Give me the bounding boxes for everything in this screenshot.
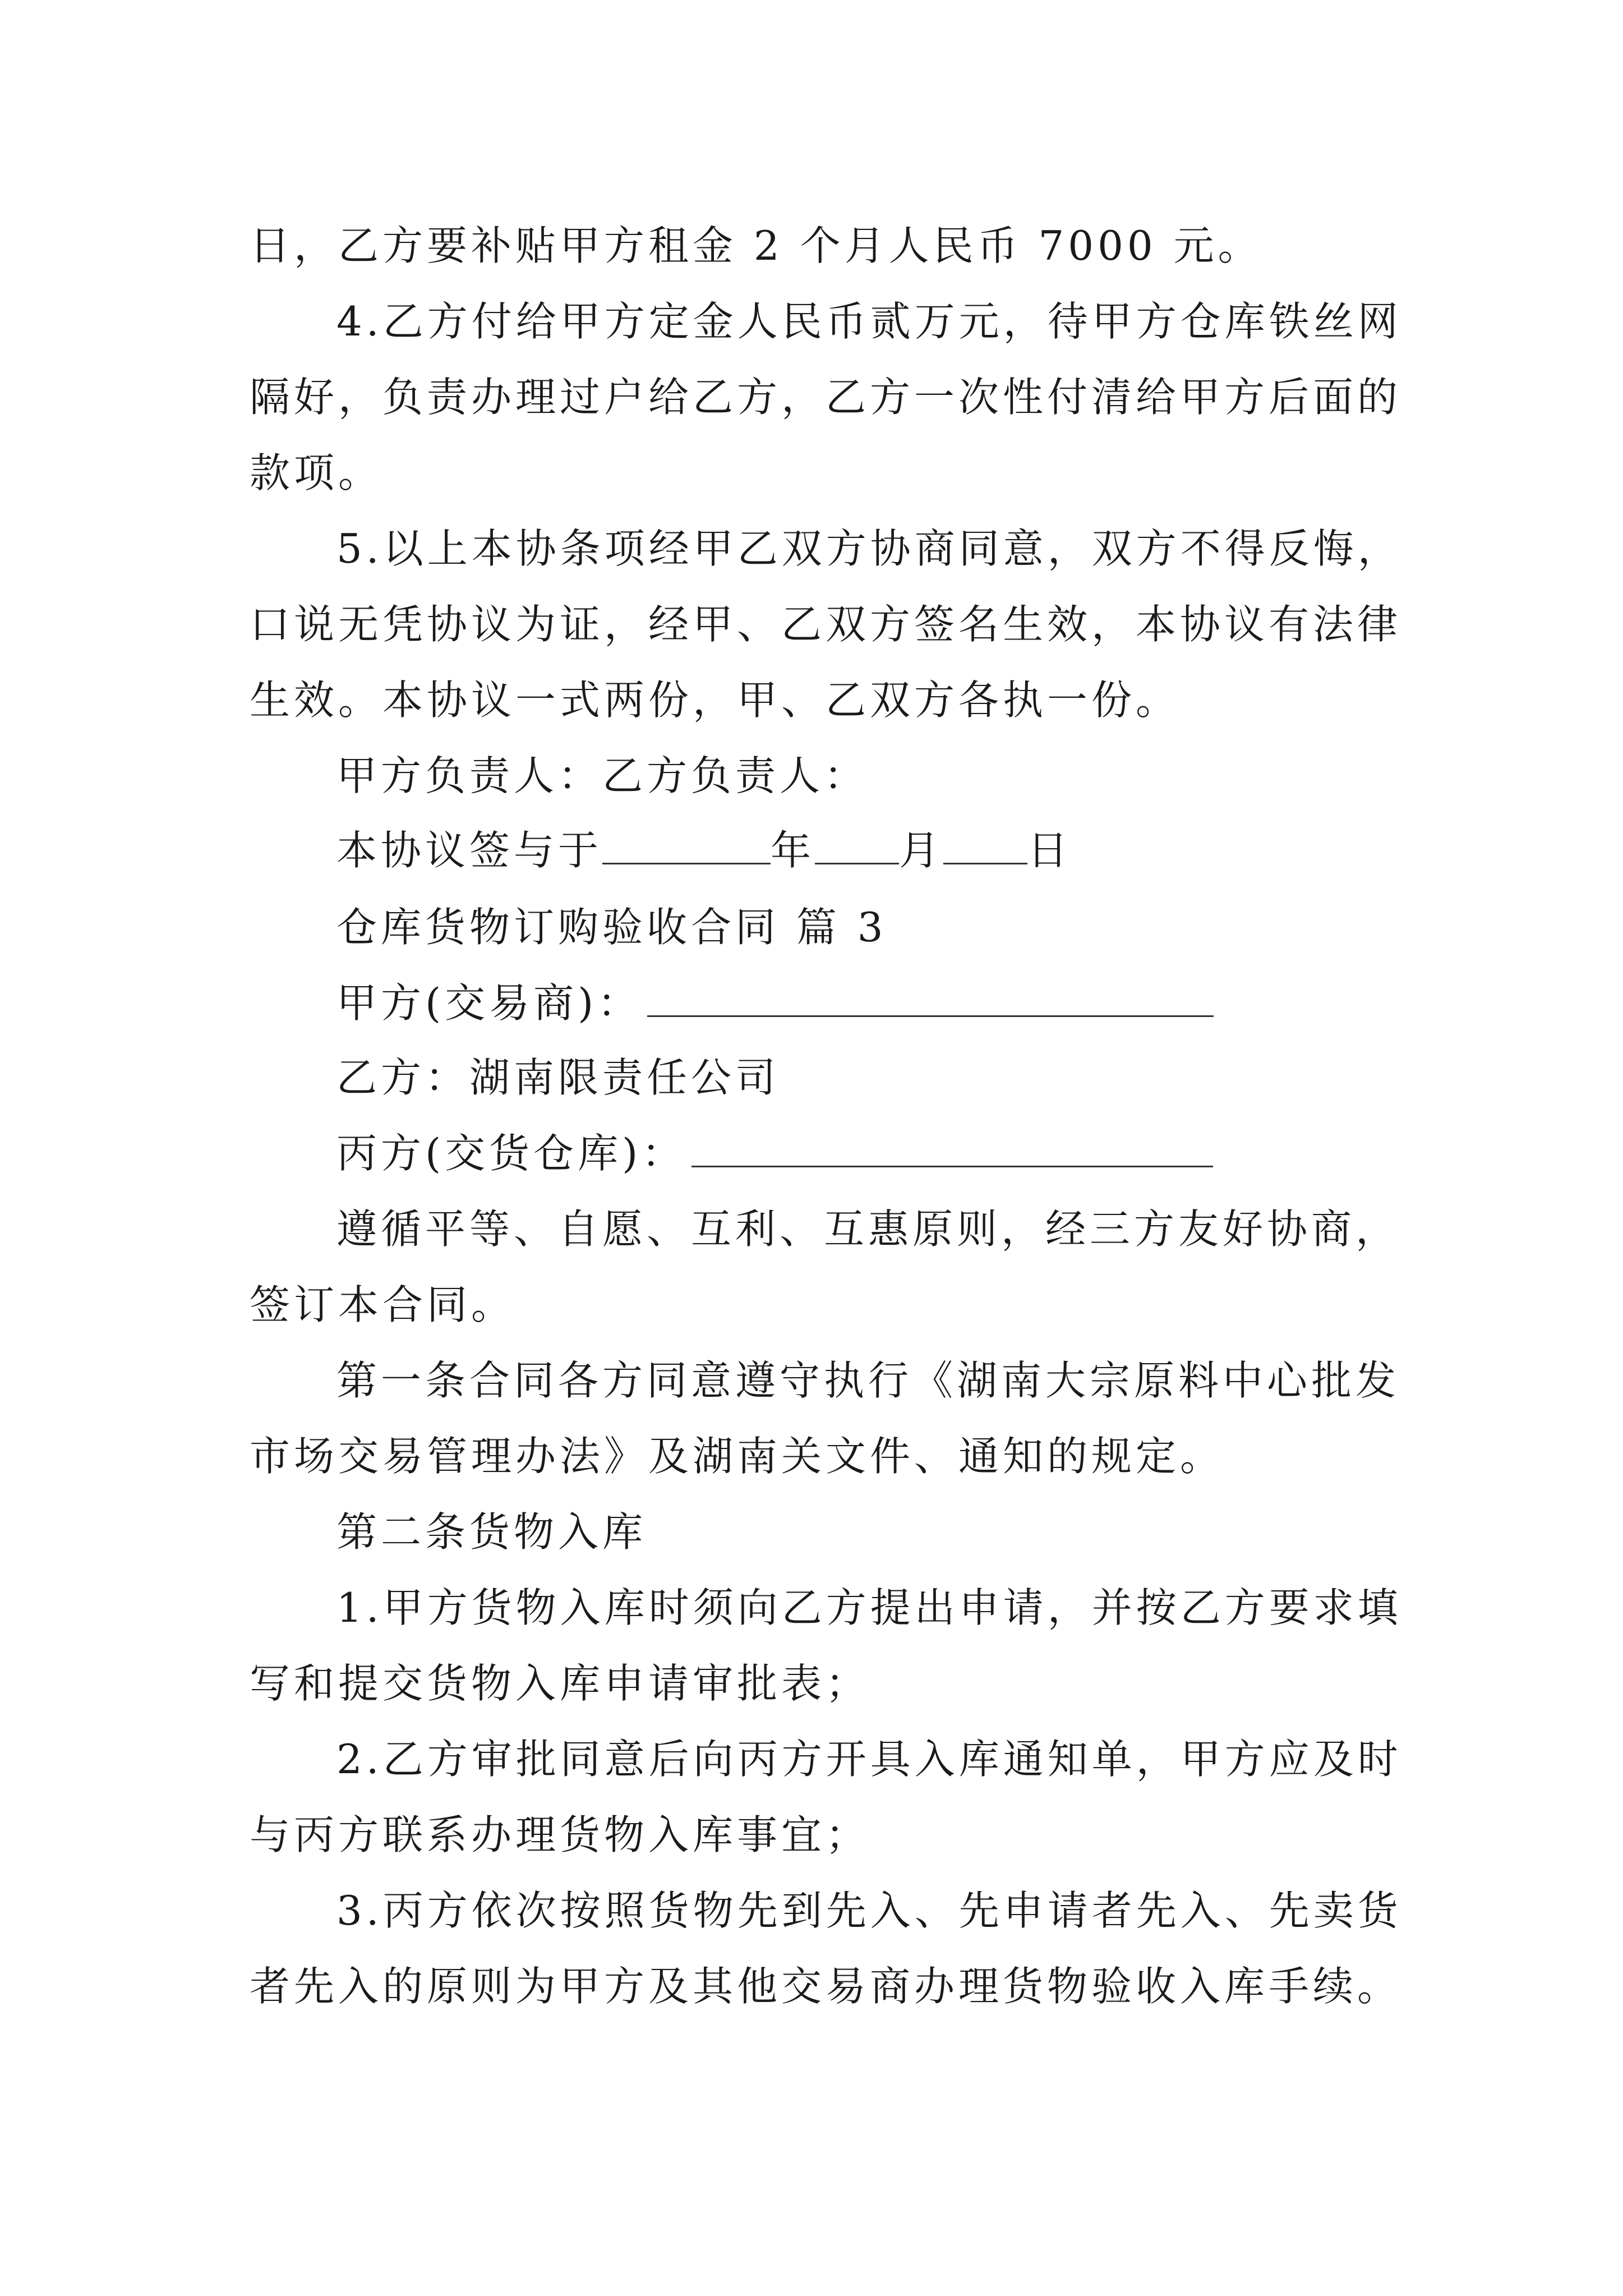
- signing-date-label: 本协议签与于: [336, 827, 603, 874]
- paragraph-line: 生效。本协议一式两份，甲、乙双方各执一份。: [250, 677, 1181, 724]
- party-c-line: [336, 1126, 1213, 1180]
- party-a-line: [336, 976, 1214, 1030]
- paragraph-line: 隔好，负责办理过户给乙方，乙方一次性付清给甲方后面的: [250, 374, 1402, 421]
- signatories-line: 甲方负责人：乙方负责人：: [336, 752, 869, 799]
- party-a-blank: [647, 981, 1214, 1017]
- paragraph-line: 款项。: [250, 449, 383, 496]
- party-a-label: 甲方(交易商)：: [336, 979, 642, 1027]
- paragraph-line: 签订本合同。: [250, 1281, 516, 1328]
- paragraph-line: 2.乙方审批同意后向丙方开具入库通知单，甲方应及时: [336, 1736, 1402, 1783]
- paragraph-line: 口说无凭协议为证，经甲、乙双方签名生效，本协议有法律: [250, 601, 1402, 648]
- signing-date-line: [336, 823, 1072, 877]
- paragraph-line: 与丙方联系办理货物入库事宜；: [250, 1811, 870, 1858]
- paragraph-line: 者先入的原则为甲方及其他交易商办理货物验收入库手续。: [250, 1963, 1402, 2010]
- paragraph-line: 3.丙方依次按照货物先到先入、先申请者先入、先卖货: [336, 1887, 1402, 1934]
- paragraph-line: 日，乙方要补贴甲方租金 2 个月人民币 7000 元。: [250, 222, 1262, 269]
- party-b-line: 乙方：湖南限责任公司: [336, 1054, 780, 1101]
- paragraph-line: 市场交易管理办法》及湖南关文件、通知的规定。: [250, 1433, 1225, 1480]
- paragraph-line: 1.甲方货物入库时须向乙方提出申请，并按乙方要求填: [336, 1584, 1402, 1631]
- day-blank: [943, 828, 1027, 864]
- year-label: 年: [771, 827, 815, 874]
- day-label: 日: [1027, 827, 1072, 874]
- paragraph-line: 5.以上本协条项经甲乙双方协商同意，双方不得反悔，: [336, 525, 1402, 572]
- paragraph-line: 4.乙方付给甲方定金人民币贰万元，待甲方仓库铁丝网: [336, 298, 1402, 345]
- paragraph-line: 第一条合同各方同意遵守执行《湖南大宗原料中心批发: [336, 1357, 1400, 1404]
- month-label: 月: [899, 827, 944, 874]
- year-blank: [602, 828, 771, 864]
- paragraph-line: 写和提交货物入库申请审批表；: [250, 1660, 870, 1707]
- party-c-blank: [691, 1131, 1213, 1167]
- month-blank: [815, 828, 899, 864]
- party-c-label: 丙方(交货仓库)：: [336, 1130, 686, 1177]
- section-heading: 仓库货物订购验收合同 篇 3: [336, 904, 887, 951]
- clause-heading: 第二条货物入库: [336, 1508, 647, 1556]
- paragraph-line: 遵循平等、自愿、互利、互惠原则，经三方友好协商，: [336, 1205, 1400, 1253]
